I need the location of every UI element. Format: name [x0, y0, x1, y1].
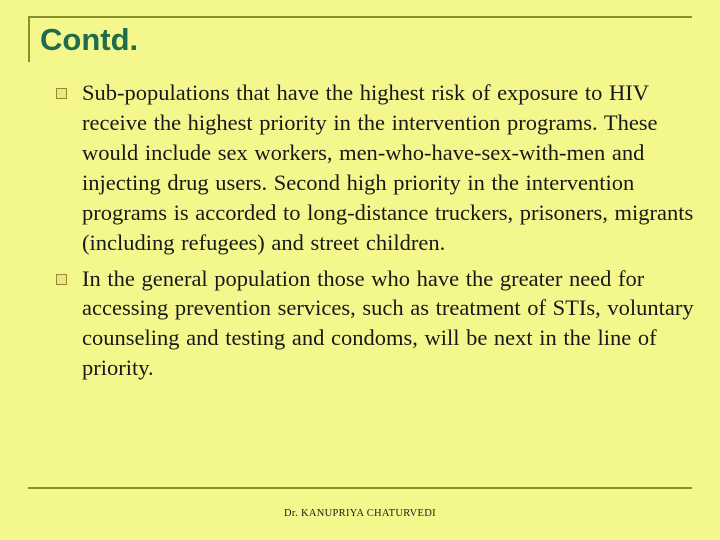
list-item-text: In the general population those who have the greater need for accessing prevention services, such as treatment of STIs, voluntary counseling and testing and condoms, will be next in the line of priority.	[82, 265, 694, 381]
bottom-divider	[28, 487, 692, 489]
slide-footer: Dr. KANUPRIYA CHATURVEDI	[284, 508, 436, 519]
square-bullet-icon	[56, 264, 82, 287]
bullet-list	[56, 78, 704, 389]
square-bullet-icon	[56, 78, 82, 101]
list-item	[56, 78, 704, 258]
list-item	[56, 264, 704, 384]
top-divider	[28, 16, 692, 18]
title-accent-bar	[28, 16, 30, 62]
list-item-text: Sub-populations that have the highest risk of exposure to HIV receive the highest priority in the intervention programs. These would include sex workers, men-who-have-sex-with-men and injecting drug users. Second high priority in the intervention programs is accorded to long-distance truckers, prisoners, migrants (including refugees) and street children.	[82, 80, 694, 255]
page-title: Contd.	[40, 22, 139, 57]
